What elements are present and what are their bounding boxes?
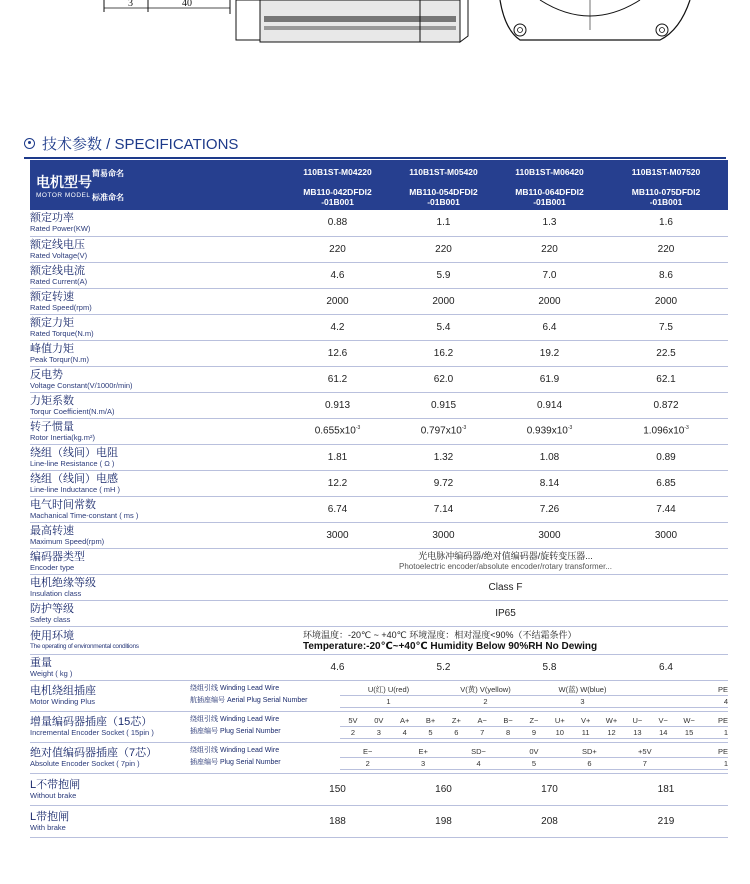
dimension-label-b: 40 <box>182 0 192 9</box>
spec-label-en: Rated Voltage(V) <box>30 250 88 260</box>
spec-value: 61.2 <box>283 366 392 392</box>
spec-value: 0.872 <box>604 392 728 418</box>
winding_plug-pins-row <box>340 695 728 707</box>
specifications-table <box>30 160 728 838</box>
section-title-text: 技术参数 / SPECIFICATIONS <box>42 135 239 153</box>
pin-number: 4 <box>451 757 506 769</box>
spec-label-en: Line-line Resistance ( Ω ) <box>30 458 115 468</box>
exponent: -3 <box>355 425 361 432</box>
pin-wire: U(红) U(red) <box>340 683 437 695</box>
motor-model-cn: 电机型号 <box>36 173 92 190</box>
spec-value: 0.913 <box>283 392 392 418</box>
spec-value: 2000 <box>604 288 728 314</box>
pin-wire: V(黄) V(yellow) <box>437 683 534 695</box>
motor-model-header <box>30 160 190 210</box>
pin-wire: W− <box>676 714 702 726</box>
spec-value: 9.72 <box>392 470 495 496</box>
weight-value-3: 5.8 <box>495 654 604 680</box>
winding-serial-label: 航插座编号 Aerial Plug Serial Number <box>190 697 308 705</box>
exponent: -3 <box>684 425 689 432</box>
short-name-3: 110B1ST-M06420 <box>495 160 604 184</box>
spec-value: 1.08 <box>495 444 604 470</box>
pin-number: 2 <box>340 726 366 738</box>
l-no-brake-value-2: 160 <box>392 773 495 805</box>
pin-number: 6 <box>562 757 617 769</box>
spec-value: 220 <box>283 236 392 262</box>
spec-value: 8.6 <box>604 262 728 288</box>
spec-label-en: Line-line Inductance ( mH ) <box>30 484 121 494</box>
insulation-row <box>30 574 728 600</box>
short-name-4: 110B1ST-M07520 <box>604 160 728 184</box>
encoder-type-value-en: Photoelectric encoder/absolute encoder/rotary transformer... <box>399 561 612 571</box>
pin-wire: 5V <box>340 714 366 726</box>
std-name-4: MB110-075DFDI2 -01B001 <box>604 184 728 210</box>
protection-cn: 防护等级 <box>30 602 74 615</box>
spec-row <box>30 262 728 288</box>
winding-wire-label: 绕组引线 Winding Lead Wire <box>190 685 280 693</box>
pin-wire: U+ <box>547 714 573 726</box>
spec-value: $0.939x10^{-3}$ <box>495 418 604 444</box>
spec-row <box>30 340 728 366</box>
pin-number: 3 <box>534 695 631 707</box>
exponent: -3 <box>461 425 467 432</box>
spec-value: 0.914 <box>495 392 604 418</box>
spec-label-cn: 额定功率 <box>30 212 74 225</box>
pin-wire: 0V <box>506 745 561 757</box>
spec-label-cn: 额定线电流 <box>30 264 85 277</box>
pin-number: 8 <box>495 726 521 738</box>
pin-wire: E+ <box>395 745 450 757</box>
pin-number: 12 <box>599 726 625 738</box>
spec-row <box>30 470 728 496</box>
pin-wire: Z+ <box>443 714 469 726</box>
spec-value: 7.0 <box>495 262 604 288</box>
pin-wire: B+ <box>418 714 444 726</box>
spec-value: 16.2 <box>392 340 495 366</box>
spec-value: 7.26 <box>495 496 604 522</box>
winding-plug-row <box>30 680 728 711</box>
std-name-label: 标准命名 <box>92 192 124 202</box>
l-brake-en: With brake <box>30 822 66 832</box>
absolute-serial-label: 插座编号 Plug Serial Number <box>190 759 281 767</box>
spec-label-en: Rated Torque(N.m) <box>30 328 94 338</box>
absolute-pin-table <box>340 745 728 770</box>
spec-value: 4.2 <box>283 314 392 340</box>
insulation-en: Insulation class <box>30 588 82 598</box>
incremental-pins-row <box>340 726 728 738</box>
spec-label-cn: 额定力矩 <box>30 316 74 329</box>
pin-number: 1 <box>673 757 728 769</box>
weight-row <box>30 654 728 680</box>
spec-value: 0.88 <box>283 210 392 236</box>
spec-value: 4.6 <box>283 262 392 288</box>
incremental-wires-row <box>340 714 728 726</box>
environment-row <box>30 626 728 654</box>
spec-value: 220 <box>604 236 728 262</box>
absolute-encoder-cn: 绝对值编码器插座（7芯） <box>30 747 158 759</box>
pin-wire: W+ <box>599 714 625 726</box>
pin-number: 3 <box>366 726 392 738</box>
environment-cn: 使用环境 <box>30 629 74 642</box>
l-brake-value-2: 198 <box>392 805 495 837</box>
l-brake-row <box>30 805 728 837</box>
motor-outline-drawing <box>0 0 750 50</box>
pin-number: 1 <box>340 695 437 707</box>
pin-wire: PE <box>673 745 728 757</box>
spec-value: 220 <box>392 236 495 262</box>
absolute-encoder-row <box>30 742 728 773</box>
spec-value: 1.6 <box>604 210 728 236</box>
spec-label-en: Rated Speed(rpm) <box>30 302 92 312</box>
spec-value: 6.74 <box>283 496 392 522</box>
spec-label-en: Rated Current(A) <box>30 276 88 286</box>
spec-value: 6.4 <box>495 314 604 340</box>
spec-row <box>30 522 728 548</box>
pin-wire: A+ <box>392 714 418 726</box>
weight-value-4: 6.4 <box>604 654 728 680</box>
spec-value: 220 <box>495 236 604 262</box>
absolute-wires-row <box>340 745 728 757</box>
spec-value: 2000 <box>495 288 604 314</box>
spec-label-cn: 额定转速 <box>30 290 74 303</box>
spec-value: 7.14 <box>392 496 495 522</box>
spec-value: 2000 <box>392 288 495 314</box>
protection-en: Safety class <box>30 614 71 624</box>
spec-value: $0.797x10^{-3}$ <box>392 418 495 444</box>
spec-label-cn: 电气时间常数 <box>30 498 96 511</box>
weight-value-1: 4.6 <box>283 654 392 680</box>
short-name-2: 110B1ST-M05420 <box>392 160 495 184</box>
spec-value: 3000 <box>283 522 392 548</box>
pin-number: 15 <box>676 726 702 738</box>
spec-label-cn: 转子惯量 <box>30 420 74 433</box>
pin-wire: PE <box>702 714 728 726</box>
pin-number: 2 <box>340 757 395 769</box>
spec-value: 1.3 <box>495 210 604 236</box>
std-name-3: MB110-064DFDI2 -01B001 <box>495 184 604 210</box>
l-no-brake-value-1: 150 <box>283 773 392 805</box>
environment-value-cn: 环境温度：-20℃ ~ +40℃ 环境湿度：相对湿度<90%（不结霜条件） <box>303 630 577 640</box>
pin-number: 7 <box>469 726 495 738</box>
protection-value: IP65 <box>283 600 728 626</box>
pin-number: 4 <box>631 695 728 707</box>
incremental-serial-label: 插座编号 Plug Serial Number <box>190 728 281 736</box>
spec-value: $0.655x10^{-3}$ <box>283 418 392 444</box>
motor-model-en: MOTOR MODEL <box>36 191 91 199</box>
spec-value: 1.1 <box>392 210 495 236</box>
spec-label-cn: 额定线电压 <box>30 238 85 251</box>
pin-number: 13 <box>624 726 650 738</box>
spec-value: 19.2 <box>495 340 604 366</box>
spec-value: 2000 <box>283 288 392 314</box>
l-brake-value-3: 208 <box>495 805 604 837</box>
spec-value: 5.4 <box>392 314 495 340</box>
pin-wire: V− <box>650 714 676 726</box>
spec-value: 5.9 <box>392 262 495 288</box>
winding-plug-en: Motor Winding Plus <box>30 697 96 706</box>
pin-number: 14 <box>650 726 676 738</box>
pin-number: 3 <box>395 757 450 769</box>
l-no-brake-cn: L不带抱闸 <box>30 778 81 791</box>
spec-label-en: Machanical Time-constant ( ms ) <box>30 510 139 520</box>
l-no-brake-row <box>30 773 728 805</box>
spec-row <box>30 418 728 444</box>
spec-row <box>30 210 728 236</box>
absolute-wire-label: 绕组引线 Winding Lead Wire <box>190 747 280 755</box>
pin-number: 7 <box>617 757 672 769</box>
winding-plug-cn: 电机绕组插座 <box>30 685 96 697</box>
incremental-pin-table <box>340 714 728 739</box>
pin-wire: SD− <box>451 745 506 757</box>
spec-value: 3000 <box>392 522 495 548</box>
spec-value: 0.915 <box>392 392 495 418</box>
spec-value: 3000 <box>604 522 728 548</box>
pin-number: 2 <box>437 695 534 707</box>
spec-label-en: Peak Torqur(N.m) <box>30 354 90 364</box>
winding_plug-wires-row <box>340 683 728 695</box>
pin-number: 9 <box>521 726 547 738</box>
spec-value: 12.6 <box>283 340 392 366</box>
spec-label-en: Rotor Inertia(kg.m²) <box>30 432 96 442</box>
winding-pin-table <box>340 683 728 708</box>
section-title <box>24 133 238 153</box>
spec-value: 22.5 <box>604 340 728 366</box>
short-name-1: 110B1ST-M04220 <box>283 160 392 184</box>
spec-row <box>30 366 728 392</box>
incremental-encoder-en: Incremental Encoder Socket ( 15pin ) <box>30 728 154 737</box>
spec-value: 61.9 <box>495 366 604 392</box>
spec-value: 62.1 <box>604 366 728 392</box>
std-name-2: MB110-054DFDI2 -01B001 <box>392 184 495 210</box>
weight-cn: 重量 <box>30 656 52 669</box>
pin-wire: A− <box>469 714 495 726</box>
protection-row <box>30 600 728 626</box>
spec-row <box>30 496 728 522</box>
l-no-brake-value-3: 170 <box>495 773 604 805</box>
spec-value: 8.14 <box>495 470 604 496</box>
pin-number: 4 <box>392 726 418 738</box>
spec-value: 0.89 <box>604 444 728 470</box>
l-brake-value-4: 219 <box>604 805 728 837</box>
spec-row <box>30 314 728 340</box>
spec-label-en: Voltage Constant(V/1000r/min) <box>30 380 133 390</box>
pin-number: 5 <box>506 757 561 769</box>
spec-row <box>30 236 728 262</box>
spec-label-cn: 绕组（线间）电感 <box>30 472 118 485</box>
pin-wire: Z− <box>521 714 547 726</box>
spec-value: 12.2 <box>283 470 392 496</box>
dimension-label-a: 3 <box>128 0 133 9</box>
pin-wire: SD+ <box>562 745 617 757</box>
spec-label-en: Maximum Speed(rpm) <box>30 536 105 546</box>
spec-label-cn: 最高转速 <box>30 524 74 537</box>
pin-wire: +5V <box>617 745 672 757</box>
environment-en: The operating of environmental conditions <box>30 642 139 650</box>
spec-label-en: Rated Power(KW) <box>30 224 91 234</box>
header-row-short-name <box>30 160 728 184</box>
incremental-wire-label: 绕组引线 Winding Lead Wire <box>190 716 280 724</box>
pin-number: 6 <box>443 726 469 738</box>
pin-wire: W(蓝) W(blue) <box>534 683 631 695</box>
encoder-type-cn: 编码器类型 <box>30 550 85 563</box>
spec-value: 6.85 <box>604 470 728 496</box>
l-brake-cn: L带抱闸 <box>30 810 70 823</box>
weight-en: Weight ( kg ) <box>30 668 73 678</box>
pin-wire: V+ <box>573 714 599 726</box>
std-name-1: MB110-042DFDI2 -01B001 <box>283 184 392 210</box>
spec-value: 3000 <box>495 522 604 548</box>
spec-value: 62.0 <box>392 366 495 392</box>
pin-number: 10 <box>547 726 573 738</box>
spec-label-cn: 力矩系数 <box>30 394 74 407</box>
spec-value: 7.44 <box>604 496 728 522</box>
insulation-cn: 电机绝缘等级 <box>30 576 96 589</box>
target-bullet-icon <box>24 138 35 149</box>
pin-wire: E− <box>340 745 395 757</box>
spec-label-cn: 绕组（线间）电阻 <box>30 446 118 459</box>
pin-number: 1 <box>702 726 728 738</box>
l-brake-value-1: 188 <box>283 805 392 837</box>
incremental-encoder-row <box>30 711 728 742</box>
spec-label-cn: 反电势 <box>30 368 63 381</box>
spec-value: 1.32 <box>392 444 495 470</box>
pin-number: 11 <box>573 726 599 738</box>
absolute-pins-row <box>340 757 728 769</box>
spec-value: $1.096x10^{-3}$ <box>604 418 728 444</box>
spec-row <box>30 444 728 470</box>
weight-value-2: 5.2 <box>392 654 495 680</box>
section-divider <box>24 157 726 159</box>
pin-wire: PE <box>631 683 728 695</box>
incremental-encoder-cn: 增量编码器插座（15芯） <box>30 716 153 728</box>
l-no-brake-en: Without brake <box>30 790 77 800</box>
spec-value: 7.5 <box>604 314 728 340</box>
spec-label-cn: 峰值力矩 <box>30 342 74 355</box>
encoder-type-row <box>30 548 728 574</box>
short-name-label: 简易命名 <box>92 168 124 178</box>
insulation-value: Class F <box>283 574 728 600</box>
spec-row <box>30 288 728 314</box>
pin-wire: 0V <box>366 714 392 726</box>
spec-row <box>30 392 728 418</box>
pin-wire: B− <box>495 714 521 726</box>
spec-label-en: Torqur Coefficient(N.m/A) <box>30 406 115 416</box>
encoder-type-value-cn: 光电脉冲编码器/绝对值编码器/旋转变压器... <box>418 550 593 561</box>
spec-value: 1.81 <box>283 444 392 470</box>
environment-value-en: Temperature:-20℃~+40℃ Humidity Below 90%RH No Dewing <box>303 641 598 652</box>
absolute-encoder-en: Absolute Encoder Socket ( 7pin ) <box>30 759 140 768</box>
pin-wire: U− <box>624 714 650 726</box>
l-no-brake-value-4: 181 <box>604 773 728 805</box>
exponent: -3 <box>567 425 573 432</box>
technical-drawing <box>0 0 750 50</box>
pin-number: 5 <box>418 726 444 738</box>
encoder-type-en: Encoder type <box>30 562 75 572</box>
